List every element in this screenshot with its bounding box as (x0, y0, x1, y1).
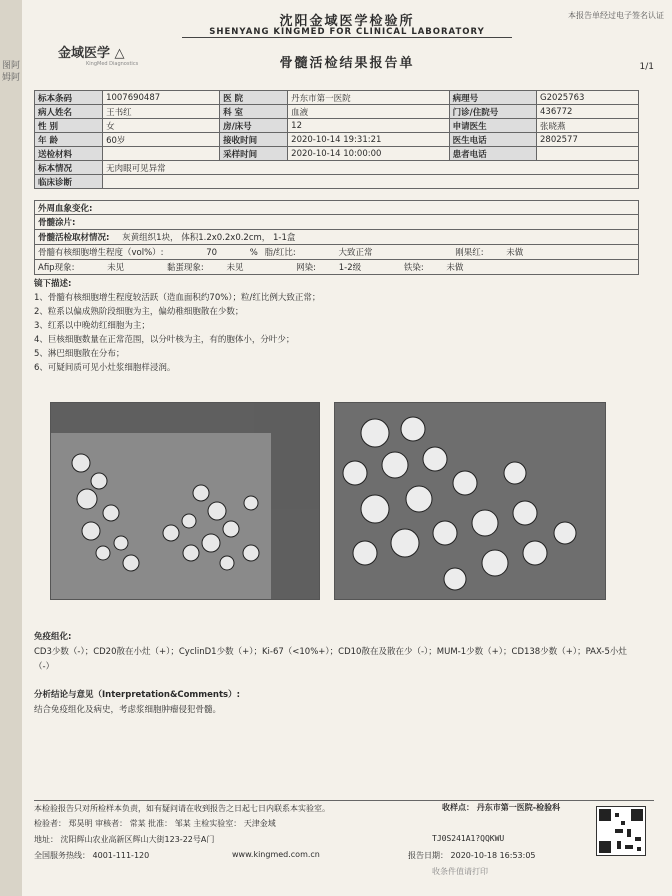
value-condition: 无肉眼可见异常 (103, 161, 639, 175)
value-specimen-no: 1007690487 (103, 91, 220, 105)
value-diagnosis (103, 175, 639, 189)
gross-row (34, 230, 639, 245)
analysis-section (34, 688, 639, 718)
footer-bottom-note: 收条件值请打印 (432, 867, 488, 876)
micro-line: 2、粒系以偏成熟阶段细胞为主，偏幼稚细胞散在少数； (34, 307, 244, 317)
value-recv-time: 2020-10-14 19:31:21 (288, 133, 449, 147)
footer-unit: 收样点： 丹东市第一医院-检验科 (442, 803, 561, 812)
footer-hotline: 全国服务热线： 4001-111-120 (34, 851, 150, 860)
label-age: 年 龄 (35, 133, 103, 147)
smear-row (34, 215, 639, 230)
micrograph-left (50, 402, 320, 600)
micro-line: 6、可疑间质可见小灶浆细胞样浸润。 (34, 363, 176, 373)
cellularity-value: 70 (206, 248, 218, 258)
logo-text: 金域医学 (58, 46, 111, 61)
fiber-label: 网染: (296, 263, 317, 273)
gross-value: 灰黄组织1块， 体积1.2x0.2x0.2cm， 1-1盒 (122, 233, 296, 243)
report-title: 骨髓活检结果报告单 (279, 56, 415, 71)
value-hospital: 丹东市第一医院 (288, 91, 449, 105)
micrograph-right (334, 402, 606, 600)
footer-report-time: 报告日期： 2020-10-18 16:53:05 (408, 851, 536, 860)
blood-row (34, 200, 639, 215)
ihc-section (34, 630, 639, 675)
logo-icon: △ (114, 46, 125, 61)
blood-label: 外周血象变化: (38, 204, 93, 214)
iron-value: 未做 (446, 263, 464, 273)
label-material: 送检材料 (35, 147, 103, 161)
value-doctor: 张晓燕 (537, 119, 639, 133)
micro-line: 1、骨髓有核细胞增生程度较活跃（造血面积约70%）；粒/红比例大致正常； (34, 293, 321, 303)
org-name-en: SHENYANG KINGMED FOR CLINICAL LABORATORY (182, 27, 512, 38)
value-doctor-tel: 2802577 (537, 133, 639, 147)
label-collect-time: 采样时间 (220, 147, 288, 161)
value-mrn: 436772 (537, 105, 639, 119)
bleed-label: 黏蛋现象: (166, 263, 204, 273)
fat-value: 大致正常 (338, 248, 373, 258)
bleed-value: 未见 (226, 263, 244, 273)
value-dept: 血液 (288, 105, 449, 119)
label-patient-tel: 患者电话 (449, 147, 536, 161)
dye-value: 未做 (506, 248, 524, 258)
value-collect-time: 2020-10-14 10:00:00 (288, 147, 449, 161)
logo (58, 42, 138, 67)
ihc-text: CD3少数（-）；CD20散在小灶（+）；CyclinD1少数（+）；Ki-67（<10%+）；CD10散在及散在少（-）；MUM-1少数（+）；CD138少数（+）；PAX-5小灶（-） (34, 647, 627, 672)
cellularity-unit: % (249, 248, 258, 258)
label-dept: 科 室 (220, 105, 288, 119)
footer-reviewers: 检验者： 郑昊明 审核者： 常某 批准： 邹某 主检实验室： 天津金域 (34, 819, 276, 828)
ihc-title: 免疫组化: (34, 632, 72, 642)
label-recv-time: 接收时间 (220, 133, 288, 147)
qr-code-icon (596, 806, 646, 856)
signature-note: 本报告单经过电子签名认证 (568, 11, 664, 20)
label-diagnosis: 临床诊断 (35, 175, 103, 189)
label-pathology-no: 病理号 (449, 91, 536, 105)
iron-label: 铁染: (403, 263, 424, 273)
report-page (22, 0, 672, 896)
footer-address: 地址： 沈阳辉山农业高新区辉山大街123-22号A门 (34, 835, 215, 844)
value-sex: 女 (103, 119, 220, 133)
label-sex: 性 别 (35, 119, 103, 133)
cellularity-row (34, 245, 639, 260)
org-name-cn: 沈阳金域医学检验所 (279, 14, 415, 29)
label-doctor-tel: 医生电话 (449, 133, 536, 147)
label-hospital: 医 院 (220, 91, 288, 105)
micro-line: 5、淋巴细胞散在分布； (34, 349, 125, 359)
gross-label: 骨髓活检取材情况: (38, 233, 110, 243)
afip-label: Afip现象: (38, 263, 75, 273)
cellularity-label: 骨髓有核细胞增生程度（vol%）: (38, 248, 164, 258)
label-name: 病人姓名 (35, 105, 103, 119)
fat-label: 脂/红比: (264, 248, 296, 258)
dye-label: 刚果红: (455, 248, 484, 258)
value-bed: 12 (288, 119, 449, 133)
afip-row (34, 260, 639, 275)
footer-note: 本检验报告只对所检样本负责，如有疑问请在收到报告之日起七日内联系本实验室。 (34, 800, 654, 814)
footer-serial: TJ0S241A1?QQKWU (432, 834, 505, 843)
label-doctor: 申请医生 (449, 119, 536, 133)
micro-line: 4、巨核细胞数量在正常范围，以分叶核为主，有的胞体小，分叶少； (34, 335, 295, 345)
micro-title: 镜下描述: (34, 279, 72, 289)
left-edge-fragment: 图阿姆阿 (1, 61, 20, 83)
smear-label: 骨髓涂片: (38, 218, 76, 228)
analysis-text: 结合免疫组化及病史，考虑浆细胞肿瘤侵犯骨髓。 (34, 705, 222, 715)
page-number: 1/1 (639, 62, 654, 72)
value-age: 60岁 (103, 133, 220, 147)
value-material (103, 147, 220, 161)
value-name: 王书红 (103, 105, 220, 119)
value-pathology-no: G2025763 (537, 91, 639, 105)
analysis-title: 分析结论与意见（Interpretation&Comments）: (34, 690, 240, 700)
label-specimen-no: 标本条码 (35, 91, 103, 105)
micro-line: 3、红系以中晚幼红细胞为主； (34, 321, 150, 331)
logo-subtitle: KingMed Diagnostics (86, 61, 139, 67)
label-condition: 标本情况 (35, 161, 103, 175)
value-patient-tel (537, 147, 639, 161)
label-bed: 房/床号 (220, 119, 288, 133)
label-mrn: 门诊/住院号 (449, 105, 536, 119)
patient-info-table (34, 90, 639, 189)
footer-website: www.kingmed.com.cn (232, 850, 320, 859)
afip-value: 未见 (107, 263, 125, 273)
micro-section (34, 277, 639, 375)
fiber-value: 1-2级 (338, 263, 362, 273)
